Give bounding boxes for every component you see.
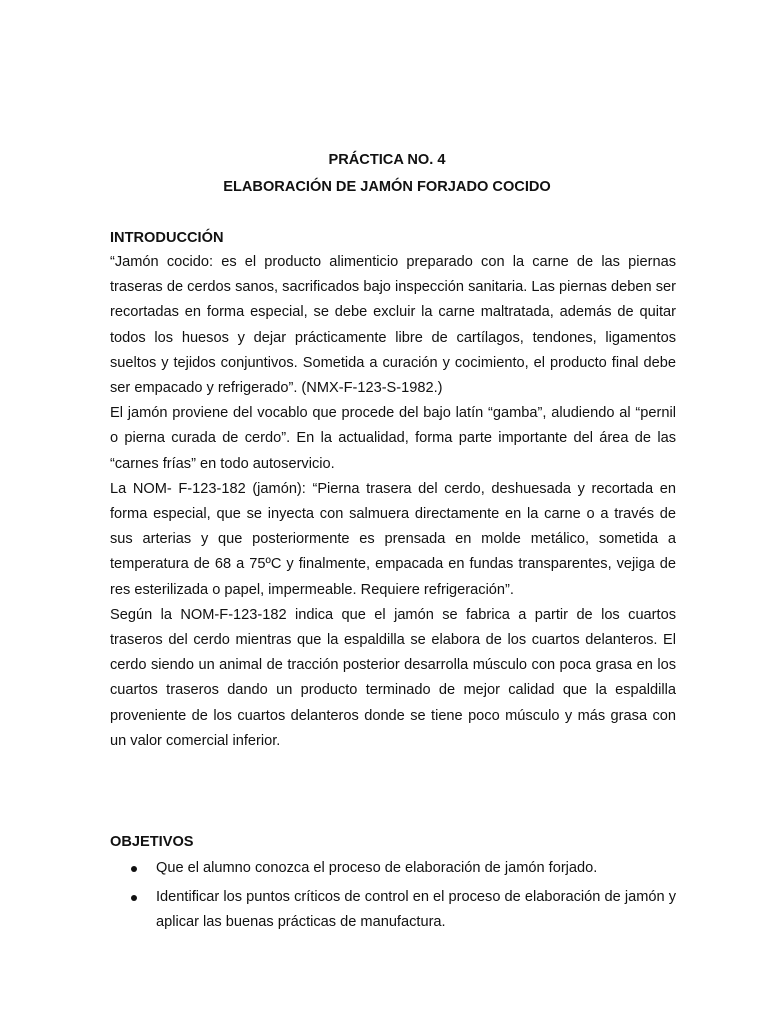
- bullet-icon: [131, 866, 137, 872]
- introduction-body: [110, 250, 676, 754]
- objective-item: [110, 856, 676, 881]
- objectives-heading: OBJETIVOS: [110, 834, 194, 850]
- intro-paragraph-nom-definition: La NOM- F-123-182 (jamón): “Pierna trasera del cerdo, deshuesada y recortada en forma especial, que se inyecta con salmuera directamente en la carne o a través de sus arterias y que posteriormente es prensada en molde metálico, sometida a temperatura de 68 a 75ºC y finalmente, empacada en fundas transparentes, vejiga de res esterilizada o papel, impermeable. Requiere refrigeración”.: [110, 480, 676, 598]
- intro-paragraph-definition: “Jamón cocido: es el producto alimenticio preparado con la carne de las piernas traseras de cerdos sanos, sacrificados bajo inspección sanitaria. Las piernas deben ser recortadas en forma especial, se debe excluir la carne maltratada, además de quitar todos los huesos y dejar prácticamente libre de cartílagos, tendones, ligamentos sueltos y tejidos conjuntivos. Sometida a curación y cocimiento, el producto final debe ser empacado y refrigerado”. (NMX-F-123-S-1982.): [110, 254, 676, 397]
- intro-paragraph-etymology: El jamón proviene del vocablo que procede del bajo latín “gamba”, aludiendo al “pernil o pierna curada de cerdo”. En la actualidad, forma parte importante del área de las “carnes frías” en todo autoservicio.: [110, 405, 676, 472]
- introduction-heading: INTRODUCCIÓN: [110, 230, 224, 246]
- practice-number-title: PRÁCTICA NO. 4: [328, 152, 446, 168]
- bullet-icon: [131, 895, 137, 901]
- objective-item: [110, 885, 676, 935]
- objective-text: Identificar los puntos críticos de control en el proceso de elaboración de jamón y aplicar las buenas prácticas de manufactura.: [156, 889, 676, 931]
- intro-paragraph-nom-cuts: Según la NOM-F-123-182 indica que el jamón se fabrica a partir de los cuartos traseros del cerdo mientras que la espaldilla se elabora de los cuartos delanteros. El cerdo siendo un animal de tracción posterior desarrolla músculo con poca grasa en los cuartos traseros dando un producto terminado de mejor calidad que la espaldilla proveniente de los cuartos delanteros donde se tiene poco músculo y más grasa con un valor comercial inferior.: [110, 606, 676, 749]
- practice-main-title: ELABORACIÓN DE JAMÓN FORJADO COCIDO: [223, 179, 551, 195]
- objective-text: Que el alumno conozca el proceso de elaboración de jamón forjado.: [156, 860, 598, 876]
- objectives-list: [110, 856, 676, 940]
